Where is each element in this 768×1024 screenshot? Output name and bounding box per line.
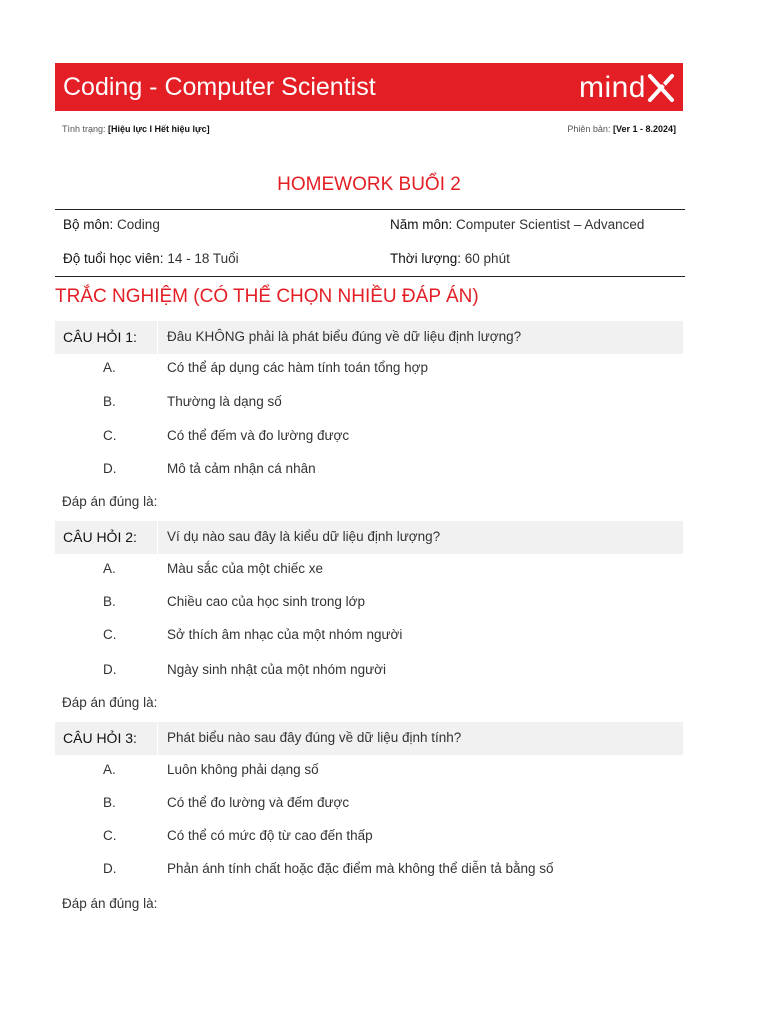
- option-text: Có thể đo lường và đếm được: [167, 795, 350, 810]
- option-text: Ngày sinh nhật của một nhóm người: [167, 662, 387, 677]
- option-text: Có thể đếm và đo lường được: [167, 428, 350, 443]
- header-banner: [55, 63, 683, 111]
- option-letter: A.: [103, 360, 116, 375]
- question-divider: [157, 321, 158, 354]
- duration-cell: [390, 249, 510, 269]
- homework-title: HOMEWORK BUỔI 2: [277, 174, 461, 195]
- question-label: CÂU HỎI 2:: [63, 529, 137, 545]
- status-info: [62, 122, 210, 136]
- option-item: [55, 425, 683, 447]
- year-value: Computer Scientist – Advanced: [456, 217, 645, 232]
- option-letter: C.: [103, 428, 117, 443]
- status-value: [Hiệu lực I Hết hiệu lực]: [108, 124, 210, 134]
- question-text: Đâu KHÔNG phải là phát biểu đúng về dữ liệu định lượng?: [167, 329, 522, 344]
- option-text: Có thể áp dụng các hàm tính toán tổng hợp: [167, 360, 429, 375]
- question-divider: [157, 521, 158, 554]
- year-cell: [390, 215, 644, 235]
- option-letter: B.: [103, 594, 116, 609]
- option-text: Thường là dạng số: [167, 394, 282, 409]
- question-header: [55, 521, 683, 554]
- option-letter: C.: [103, 828, 117, 843]
- question-divider: [157, 722, 158, 755]
- section-title: TRẮC NGHIỆM (CÓ THỂ CHỌN NHIỀU ĐÁP ÁN): [55, 286, 479, 307]
- question-text: Ví dụ nào sau đây là kiểu dữ liệu định lượng?: [167, 529, 441, 544]
- mindx-logo: [579, 71, 675, 105]
- version-value: [Ver 1 - 8.2024]: [612, 124, 676, 134]
- question-header: [55, 722, 683, 755]
- option-letter: D.: [103, 461, 117, 476]
- option-letter: C.: [103, 627, 117, 642]
- subject-value: Coding: [117, 217, 160, 232]
- option-letter: B.: [103, 394, 116, 409]
- option-item: [55, 825, 683, 847]
- option-item: [55, 792, 683, 814]
- option-item: [55, 591, 683, 613]
- question-text: Phát biểu nào sau đây đúng về dữ liệu định tính?: [167, 730, 462, 745]
- course-info-table: [55, 209, 685, 277]
- question-label: CÂU HỎI 3:: [63, 730, 137, 746]
- age-value: 14 - 18 Tuổi: [167, 251, 239, 266]
- status-label: Tình trạng:: [62, 124, 109, 134]
- version-label: Phiên bản:: [567, 124, 613, 134]
- option-item: [55, 458, 683, 480]
- course-title: Coding - Computer Scientist: [63, 73, 376, 101]
- option-letter: A.: [103, 762, 116, 777]
- option-text: Chiều cao của học sinh trong lớp: [167, 594, 365, 609]
- age-cell: [63, 249, 239, 269]
- option-letter: D.: [103, 662, 117, 677]
- answer-label: Đáp án đúng là:: [62, 896, 158, 911]
- question-header: [55, 321, 683, 354]
- answer-label: Đáp án đúng là:: [62, 494, 158, 509]
- x-mark-logo-icon: [647, 73, 675, 103]
- age-label: Độ tuổi học viên:: [63, 251, 164, 266]
- option-text: Phản ánh tính chất hoặc đặc điểm mà không thể diễn tả bằng số: [167, 861, 554, 876]
- question-label: CÂU HỎI 1:: [63, 329, 137, 345]
- option-letter: D.: [103, 861, 117, 876]
- option-text: Sở thích âm nhạc của một nhóm người: [167, 627, 403, 642]
- version-info: [567, 122, 676, 136]
- option-item: [55, 659, 683, 681]
- option-item: [55, 357, 683, 379]
- year-label: Năm môn:: [390, 217, 453, 232]
- option-text: Mô tả cảm nhận cá nhân: [167, 461, 316, 476]
- option-letter: B.: [103, 795, 116, 810]
- option-text: Có thể có mức độ từ cao đến thấp: [167, 828, 373, 843]
- subject-label: Bộ môn:: [63, 217, 114, 232]
- option-text: Luôn không phải dạng số: [167, 762, 319, 777]
- option-letter: A.: [103, 561, 116, 576]
- duration-value: 60 phút: [464, 251, 510, 266]
- option-text: Màu sắc của một chiếc xe: [167, 561, 324, 576]
- option-item: [55, 391, 683, 413]
- document-status-row: [62, 122, 676, 136]
- option-item: [55, 759, 683, 781]
- option-item: [55, 858, 683, 880]
- option-item: [55, 558, 683, 580]
- answer-label: Đáp án đúng là:: [62, 695, 158, 710]
- option-item: [55, 624, 683, 646]
- logo-text: mind: [578, 71, 646, 104]
- duration-label: Thời lượng:: [390, 251, 462, 266]
- subject-cell: [63, 215, 160, 235]
